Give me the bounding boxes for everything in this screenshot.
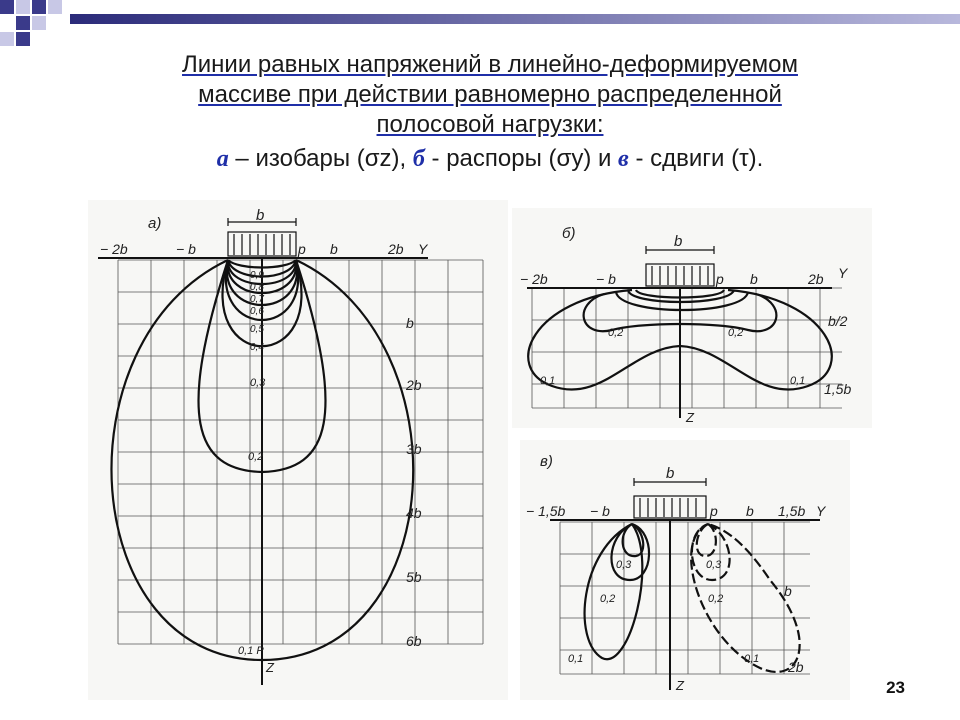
diagram-v-z-label: Z: [676, 678, 684, 693]
subtitle-letter-b: б: [412, 146, 425, 172]
diagram-v-axis-m15b: − 1,5b: [526, 503, 566, 519]
title-line-2: массиве при действии равномерно распределенной: [198, 81, 782, 108]
diagram-b-b-label: b: [674, 233, 683, 250]
diagram-v-axis-15b: 1,5b: [778, 503, 806, 519]
diagram-a-depth-b: b: [406, 315, 414, 331]
diagram-a-b-label: b: [256, 207, 265, 224]
diagram-a-axis-2b: 2b: [388, 241, 404, 257]
diagram-v-contour-02-right: 0,2: [708, 593, 724, 605]
diagram-b-contour-01-right: 0,1: [790, 375, 806, 387]
diagram-b-label: б): [562, 225, 576, 242]
diagram-v-axis-b: b: [746, 503, 754, 519]
slide-title: [60, 50, 920, 174]
diagram-v-depth-b: b: [784, 583, 792, 599]
diagram-a-isobar-05: 0,5: [250, 324, 264, 335]
title-line-3: полосовой нагрузки:: [376, 111, 604, 138]
diagram-a-axis-m2b: − 2b: [100, 241, 128, 257]
diagram-v-label: в): [540, 453, 553, 470]
title-line-1: Линии равных напряжений в линейно-деформируемом: [182, 51, 798, 78]
diagram-v-contour-01-left: 0,1: [568, 653, 584, 665]
diagram-a-isobar-01: 0,1 P: [238, 645, 264, 657]
diagram-b-axis-2b: 2b: [808, 271, 824, 287]
diagram-b-spreads: [512, 208, 872, 428]
diagram-a-label: а): [148, 215, 162, 232]
diagram-v-axis-mb: − b: [590, 503, 610, 519]
diagram-a-isobars: [88, 200, 508, 700]
header-bar: [70, 14, 960, 24]
diagram-v-contour-03-left: 0,3: [616, 559, 632, 571]
diagram-a-depth-2b: 2b: [406, 377, 422, 393]
diagram-b-axis-b: b: [750, 271, 758, 287]
diagram-v-contour-01-right: 0,1: [744, 653, 760, 665]
diagram-a-isobar-08: 0,8: [250, 282, 264, 293]
diagram-v-b-label: b: [666, 465, 675, 482]
diagram-a-z-label: Z: [266, 660, 274, 675]
diagram-b-contour-02-right: 0,2: [728, 327, 744, 339]
diagram-b-axis-mb: − b: [596, 271, 616, 287]
diagram-b-axis-p: p: [716, 271, 724, 287]
subtitle-letter-a: а: [216, 146, 229, 172]
subtitle-text-a: – изобары (σz),: [228, 145, 413, 172]
diagram-a-isobar-09: 0,9: [250, 270, 264, 281]
diagram-b-contour-02-left: 0,2: [608, 327, 624, 339]
diagram-v-axis-p: p: [710, 503, 718, 519]
diagram-a-isobar-06: 0,6: [250, 306, 264, 317]
diagram-a-depth-4b: 4b: [406, 505, 422, 521]
diagram-v-axis-y: Y: [816, 503, 826, 519]
subtitle-text-b: - распоры (σy) и: [424, 145, 619, 172]
diagram-a-depth-6b: 6b: [406, 633, 422, 649]
diagram-a-isobar-02: 0,2: [248, 451, 264, 463]
subtitle-text-v: - сдвиги (τ).: [628, 145, 764, 172]
diagram-a-isobar-03: 0,3: [250, 377, 266, 389]
diagram-b-z-label: Z: [686, 410, 694, 425]
title-subtitle: [60, 144, 920, 174]
subtitle-letter-v: в: [618, 146, 629, 172]
diagram-a-axis-mb: − b: [176, 241, 196, 257]
diagram-v-shear: [520, 440, 850, 700]
diagram-b-axis-y: Y: [838, 265, 848, 281]
diagram-a-isobar-07: 0,7: [250, 294, 264, 305]
diagram-b-contour-01-left: 0,1: [540, 375, 556, 387]
diagram-b-depth-15b: 1,5b: [824, 381, 852, 397]
diagram-a-axis-p: p: [298, 241, 306, 257]
diagram-v-contour-03-right: 0,3: [706, 559, 722, 571]
diagram-a-axis-b: b: [330, 241, 338, 257]
diagram-b-depth-b2: b/2: [828, 313, 848, 329]
diagram-a-depth-3b: 3b: [406, 441, 422, 457]
diagram-a-isobar-04: 0,4: [250, 342, 264, 353]
diagram-v-contour-02-left: 0,2: [600, 593, 616, 605]
diagram-v-depth-2b: 2b: [788, 659, 804, 675]
diagram-a-axis-y: Y: [418, 241, 428, 257]
diagram-a-depth-5b: 5b: [406, 569, 422, 585]
page-number: 23: [886, 678, 905, 697]
diagram-b-axis-m2b: − 2b: [520, 271, 548, 287]
